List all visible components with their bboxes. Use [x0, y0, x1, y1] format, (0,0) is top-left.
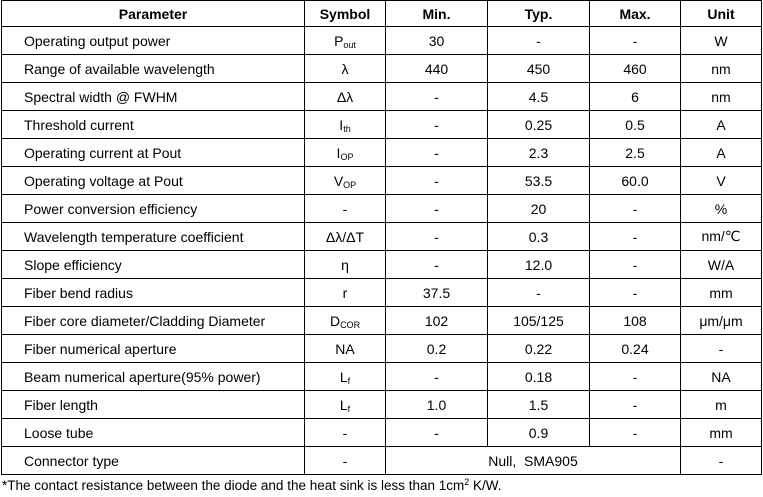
cell-min: - [386, 195, 488, 223]
cell-max: - [590, 223, 681, 251]
cell-min: - [386, 419, 488, 447]
cell-parameter: Wavelength temperature coefficient [2, 223, 305, 251]
cell-max: 6 [590, 83, 681, 111]
cell-parameter: Operating output power [2, 27, 305, 55]
cell-typ: 53.5 [488, 167, 590, 195]
cell-typ: 0.25 [488, 111, 590, 139]
table-body [2, 27, 762, 447]
header-typ: Typ. [488, 1, 590, 27]
table-row-connector [2, 447, 762, 475]
footnote [2, 478, 502, 493]
cell-max: - [590, 195, 681, 223]
cell-min: 30 [386, 27, 488, 55]
header-symbol: Symbol [305, 1, 386, 27]
cell-typ: - [488, 279, 590, 307]
cell-max: - [590, 419, 681, 447]
cell-symbol [305, 279, 386, 307]
table-row [2, 363, 762, 391]
cell-unit: % [681, 195, 762, 223]
cell-min: - [386, 167, 488, 195]
cell-symbol [305, 419, 386, 447]
cell-min: 440 [386, 55, 488, 83]
cell-typ: 4.5 [488, 83, 590, 111]
symbol-subscript: th [343, 123, 351, 134]
cell-parameter: Spectral width @ FWHM [2, 83, 305, 111]
table-row [2, 419, 762, 447]
cell-unit: A [681, 111, 762, 139]
cell-min: 0.2 [386, 335, 488, 363]
cell-symbol [305, 195, 386, 223]
cell-max: 108 [590, 307, 681, 335]
cell-symbol [305, 139, 386, 167]
cell-min: - [386, 83, 488, 111]
header-parameter: Parameter [2, 1, 305, 27]
cell-min: - [386, 251, 488, 279]
header-unit: Unit [681, 1, 762, 27]
cell-min: - [386, 363, 488, 391]
cell-typ: 0.9 [488, 419, 590, 447]
cell-typ: 0.18 [488, 363, 590, 391]
cell-unit: W [681, 27, 762, 55]
cell-typ: 0.22 [488, 335, 590, 363]
cell-max: - [590, 27, 681, 55]
symbol-base: - [342, 200, 348, 217]
cell-min: 1.0 [386, 391, 488, 419]
table-row [2, 55, 762, 83]
header-min: Min. [386, 1, 488, 27]
symbol-subscript: f [347, 375, 351, 386]
cell-unit: A [681, 139, 762, 167]
table-row [2, 251, 762, 279]
symbol-subscript: out [343, 39, 356, 50]
cell-min: - [386, 223, 488, 251]
cell-unit: μm/μm [681, 307, 762, 335]
table-row [2, 139, 762, 167]
header-row [2, 1, 762, 27]
table-row [2, 111, 762, 139]
symbol-base: I [336, 144, 341, 161]
table-row [2, 391, 762, 419]
cell-parameter: Fiber length [2, 391, 305, 419]
cell-parameter: Operating current at Pout [2, 139, 305, 167]
cell-typ: 1.5 [488, 391, 590, 419]
cell-unit: nm [681, 55, 762, 83]
cell-parameter: Operating voltage at Pout [2, 167, 305, 195]
cell-typ: 0.3 [488, 223, 590, 251]
cell-parameter: Fiber numerical aperture [2, 335, 305, 363]
symbol-base: r [342, 284, 348, 301]
symbol-base: L [339, 396, 348, 413]
symbol-subscript: OP [340, 151, 354, 162]
cell-parameter: Threshold current [2, 111, 305, 139]
cell-parameter: Range of available wavelength [2, 55, 305, 83]
cell-typ: 20 [488, 195, 590, 223]
symbol-base: Δλ [336, 88, 354, 105]
table-row [2, 195, 762, 223]
cell-unit: - [681, 447, 762, 475]
cell-parameter: Power conversion efficiency [2, 195, 305, 223]
cell-parameter: Slope efficiency [2, 251, 305, 279]
table-row [2, 223, 762, 251]
cell-min: 102 [386, 307, 488, 335]
symbol-base: - [342, 424, 348, 441]
cell-symbol [305, 55, 386, 83]
cell-unit: nm/℃ [681, 223, 762, 251]
symbol-subscript: f [347, 403, 351, 414]
cell-unit: mm [681, 419, 762, 447]
cell-typ: - [488, 27, 590, 55]
cell-max: 2.5 [590, 139, 681, 167]
header-max: Max. [590, 1, 681, 27]
cell-parameter: Fiber bend radius [2, 279, 305, 307]
cell-max: 0.24 [590, 335, 681, 363]
symbol-subscript: COR [340, 319, 361, 330]
cell-unit: W/A [681, 251, 762, 279]
cell-min: - [386, 111, 488, 139]
cell-max: - [590, 363, 681, 391]
cell-typ: 450 [488, 55, 590, 83]
cell-unit: NA [681, 363, 762, 391]
table-row [2, 279, 762, 307]
cell-unit: mm [681, 279, 762, 307]
cell-unit: V [681, 167, 762, 195]
symbol-base: L [339, 368, 348, 385]
symbol-base: Δλ/ΔT [325, 228, 365, 245]
footnote-superscript: 2 [464, 477, 470, 487]
cell-symbol [305, 111, 386, 139]
cell-typ: 2.3 [488, 139, 590, 167]
symbol-base: V [333, 172, 344, 189]
cell-parameter: Beam numerical aperture(95% power) [2, 363, 305, 391]
cell-max: 60.0 [590, 167, 681, 195]
cell-parameter: Connector type [2, 447, 305, 475]
cell-max: - [590, 251, 681, 279]
cell-max: 0.5 [590, 111, 681, 139]
symbol-subscript: OP [343, 179, 357, 190]
cell-symbol [305, 307, 386, 335]
cell-symbol [305, 167, 386, 195]
symbol-base: P [334, 32, 344, 49]
cell-unit: m [681, 391, 762, 419]
symbol-base: NA [335, 340, 355, 357]
cell-symbol [305, 391, 386, 419]
cell-parameter: Fiber core diameter/Cladding Diameter [2, 307, 305, 335]
cell-symbol: - [305, 447, 386, 475]
cell-min: - [386, 139, 488, 167]
specification-table [1, 0, 762, 475]
cell-min: 37.5 [386, 279, 488, 307]
footnote-text: *The contact resistance between the diode and the heat sink is less than 1cm [2, 478, 465, 493]
cell-typ: 105/125 [488, 307, 590, 335]
table-row [2, 335, 762, 363]
cell-max: - [590, 279, 681, 307]
cell-symbol [305, 223, 386, 251]
table-row [2, 27, 762, 55]
cell-max: - [590, 391, 681, 419]
cell-symbol [305, 27, 386, 55]
table-row [2, 307, 762, 335]
cell-max: 460 [590, 55, 681, 83]
cell-symbol [305, 363, 386, 391]
table-row [2, 167, 762, 195]
symbol-base: λ [341, 60, 349, 77]
cell-symbol [305, 83, 386, 111]
symbol-base: D [329, 312, 341, 329]
cell-typ: 12.0 [488, 251, 590, 279]
cell-parameter: Loose tube [2, 419, 305, 447]
cell-connector-value: Null, SMA905 [386, 447, 681, 475]
table-row [2, 83, 762, 111]
symbol-base: η [341, 256, 349, 273]
footnote-suffix: K/W. [469, 478, 502, 493]
cell-symbol [305, 251, 386, 279]
cell-unit: nm [681, 83, 762, 111]
cell-unit: - [681, 335, 762, 363]
symbol-base: I [339, 116, 344, 133]
cell-symbol [305, 335, 386, 363]
